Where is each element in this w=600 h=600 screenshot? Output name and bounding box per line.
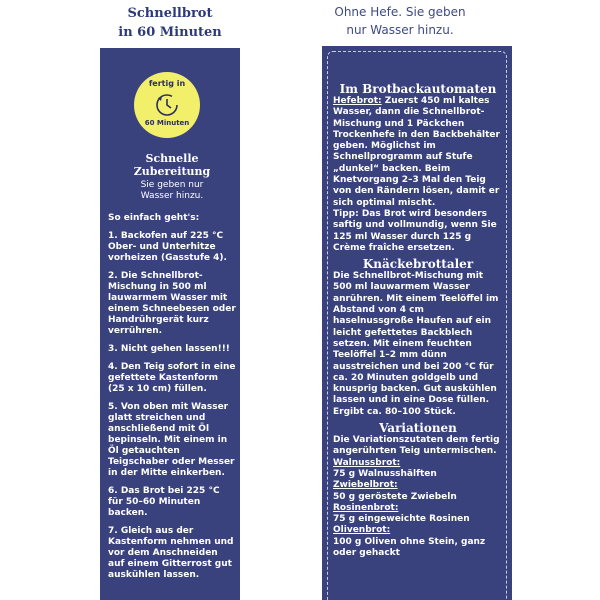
intro-text: So einfach geht's: xyxy=(108,213,200,223)
clock-icon xyxy=(155,93,179,117)
left-title: Schnellbrot in 60 Minuten xyxy=(118,6,222,40)
variation-item: Zwiebelbrot: 50 g geröstete Zwiebeln xyxy=(333,480,457,502)
variationen-text: Die Variationszutaten dem fertig angerührten Teig untermischen. xyxy=(333,435,500,457)
left-heading: Schnelle Zubereitung xyxy=(133,152,211,178)
badge-bottom-text: 60 Minuten xyxy=(144,119,190,127)
section-title-knaecke: Knäckebrottaler xyxy=(362,257,474,272)
left-subheading: Sie geben nur Wasser hinzu. xyxy=(140,180,204,201)
variation-item: Olivenbrot: 100 g Oliven ohne Stein, ganz oder gehackt xyxy=(333,525,486,558)
variation-item: Walnussbrot: 75 g Walnusshälften xyxy=(333,457,437,479)
variation-item: Rosinenbrot: 75 g eingeweichte Rosinen xyxy=(333,502,470,525)
steps-list xyxy=(108,231,236,581)
step-item: 4. Den Teig sofort in eine gefettete Kastenform (25 x 10 cm) füllen. xyxy=(108,362,236,394)
left-content xyxy=(108,152,236,581)
left-panel xyxy=(100,48,240,600)
timer-badge xyxy=(134,72,200,138)
step-item: 3. Nicht gehen lassen!!! xyxy=(108,344,230,354)
step-item: 2. Die Schnellbrot-Mischung in 500 ml lauwarmem Wasser mit einem Schneebesen oder Handrührgerät kurz verrühren. xyxy=(108,271,236,336)
step-item: 7. Gleich aus der Kastenform nehmen und vor dem Anschneiden auf einem Gitterrost gut auskühlen lassen. xyxy=(108,526,234,580)
badge-top-text: fertig in xyxy=(148,79,186,88)
hefebrot-text: Hefebrot: Zuerst 450 ml kaltes Wasser, dann die Schnellbrot-Mischung und 1 Päckchen Trockenhefe in den Backbehälter geben. Möglichst im Schnellprogramm auf Stufe „dunkel“ backen. Beim Knetvorgang 2–3 Mal den Teig von den Rändern lösen, damit er sich optimal mischt. xyxy=(333,96,500,208)
section-title-automat: Im Brotbackautomaten xyxy=(339,82,497,96)
right-content xyxy=(333,82,503,559)
hefebrot-label: Hefebrot: xyxy=(333,96,382,106)
step-item: 5. Von oben mit Wasser glatt streichen und anschließend mit Öl bepinseln. Mit einem in Öl getauchten Teigschaber oder Messer in der Mitte einkerben. xyxy=(108,402,235,478)
right-panel xyxy=(322,46,512,600)
step-item: 6. Das Brot bei 225 °C für 50–60 Minuten backen. xyxy=(108,486,220,518)
step-item: 1. Backofen auf 225 °C Ober- und Unterhitze vorheizen (Gasstufe 4). xyxy=(108,231,227,263)
tip-text: Tipp: Das Brot wird besonders saftig und vollmundig, wenn Sie 125 ml Wasser durch 125 g Crème fraîche ersetzen. xyxy=(333,208,497,253)
section-title-variationen: Variationen xyxy=(379,421,457,436)
knaecke-text: Die Schnellbrot-Mischung mit 500 ml lauwarmem Wasser anrühren. Mit einem Teelöffel im Abstand von 4 cm haselnussgroße Haufen auf ein leicht gefettetes Backblech setzen. Mit einem feuchten Teelöffel 1–2 mm dünn ausstreichen und bei 200 °C für ca. 20 Minuten goldgelb und knusprig backen. Gut auskühlen lassen und in eine Dose füllen. Ergibt ca. 80–100 Stück. xyxy=(333,271,499,417)
right-tagline: Ohne Hefe. Sie geben nur Wasser hinzu. xyxy=(334,5,466,37)
